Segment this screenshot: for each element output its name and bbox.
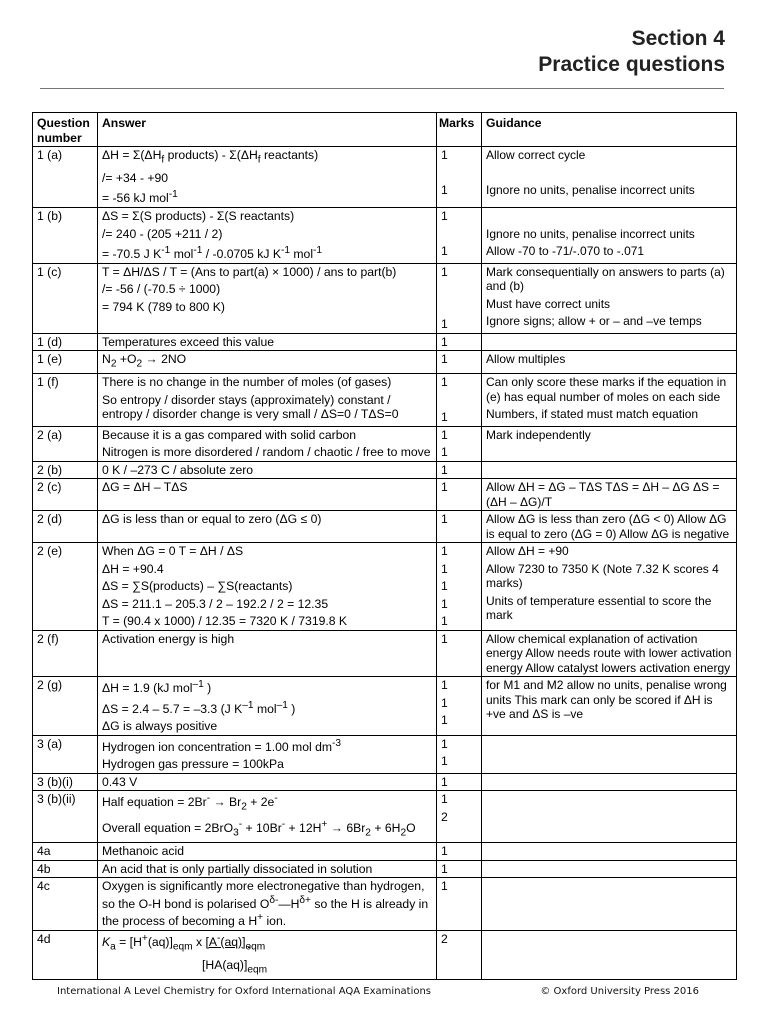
guidance-cell	[482, 677, 737, 736]
guidance-line: Allow chemical explanation of activation energy Allow needs route with lower activation energy Allow catalyst lowers activation energy	[486, 631, 732, 675]
header-divider	[40, 88, 724, 89]
answer-line: 0 K / –273 C / absolute zero	[102, 462, 254, 477]
guidance-line: Allow 7230 to 7350 K (Note 7.32 K scores 4 marks)	[486, 561, 719, 590]
answer-line: ΔS = ∑S(products) – ∑S(reactants)	[102, 579, 293, 593]
table-row	[33, 147, 737, 208]
mark-value	[441, 227, 477, 242]
table-row	[33, 479, 737, 511]
mark-value: 1	[441, 596, 448, 611]
answer-cell	[98, 735, 437, 773]
mark-value: 1	[441, 678, 448, 692]
mark-value: 1	[441, 879, 448, 894]
mark-value: 1	[441, 754, 448, 769]
mark-value: 1	[441, 774, 448, 789]
mark-value: 1	[441, 244, 448, 258]
guidance-line	[486, 463, 732, 478]
question-number-cell: 2 (c)	[33, 479, 98, 511]
guidance-line: Mark consequentially on answers to parts (a) and (b)	[486, 264, 725, 294]
marks-cell	[437, 843, 482, 861]
answer-line: So entropy / disorder stays (approximately) constant / entropy / disorder change is very small / ΔS=0 / TΔS=0	[102, 392, 399, 421]
answer-line: ΔH = +90.4	[102, 561, 164, 576]
answer-line: $[HA(aq)]_{eqm}$	[202, 957, 268, 976]
question-number-cell: 2 (a)	[33, 426, 98, 461]
marks-cell	[437, 677, 482, 736]
table-row	[33, 461, 737, 479]
mark-value: 1	[441, 544, 448, 558]
answer-line: /= 240 - (205 +211 / 2)	[102, 226, 223, 241]
question-number-cell: 2 (e)	[33, 543, 98, 631]
guidance-line	[486, 209, 732, 224]
answer-line: 0.43 V	[102, 774, 138, 789]
mark-value	[441, 166, 477, 181]
guidance-cell	[482, 630, 737, 677]
question-number-cell: 4a	[33, 843, 98, 861]
answer-cell	[98, 878, 437, 931]
mark-value: 2	[441, 931, 448, 946]
guidance-cell	[482, 351, 737, 374]
guidance-line: Ignore no units, penalise incorrect units	[486, 183, 695, 197]
answer-cell	[98, 263, 437, 333]
marks-cell	[437, 461, 482, 479]
column-header-question: Question number	[33, 113, 98, 147]
guidance-cell	[482, 461, 737, 479]
marks-cell	[437, 630, 482, 677]
guidance-cell	[482, 333, 737, 351]
mark-value: 1	[441, 561, 448, 576]
answer-line: = -56 kJ mol$^{-1}$	[102, 189, 178, 206]
column-header-marks: Marks	[437, 113, 482, 147]
answer-line: = 794 K (789 to 800 K)	[102, 299, 225, 314]
guidance-line	[486, 792, 732, 807]
answer-cell	[98, 843, 437, 861]
guidance-line	[486, 862, 732, 877]
answer-cell	[98, 374, 437, 427]
table-row	[33, 630, 737, 677]
section-label: Section 4	[631, 27, 725, 50]
mark-value: 1	[441, 480, 448, 494]
answer-line: ΔS = 2.4 – 5.7 = –3.3 (J $K^{-1}$ mol$^{-1}$ )	[102, 699, 296, 716]
marks-cell	[437, 860, 482, 878]
guidance-line	[486, 166, 732, 181]
answer-line: ΔG = ΔH – TΔS	[102, 480, 188, 494]
question-number-cell: 2 (g)	[33, 677, 98, 736]
guidance-line: Allow ΔG is less than zero (ΔG < 0) Allow ΔG is equal to zero (ΔG = 0) Allow ΔG is negative	[486, 512, 730, 541]
mark-value: 1	[441, 410, 448, 424]
guidance-line: Allow -70 to -71/-.070 to -.071	[486, 244, 645, 258]
guidance-cell	[482, 773, 737, 791]
marks-cell	[437, 147, 482, 208]
answer-line: Nitrogen is more disordered / random / chaotic / free to move	[102, 445, 431, 459]
guidance-cell	[482, 263, 737, 333]
question-number-cell: 3 (b)(i)	[33, 773, 98, 791]
guidance-line	[486, 844, 732, 859]
question-number-cell: 1 (f)	[33, 374, 98, 427]
table-row	[33, 511, 737, 543]
answer-line: Activation energy is high	[102, 631, 235, 646]
answer-cell	[98, 677, 437, 736]
guidance-line: Allow ΔH = +90	[486, 544, 569, 558]
mark-value: 1	[441, 713, 448, 727]
question-number-cell: 1 (b)	[33, 208, 98, 264]
marks-cell	[437, 426, 482, 461]
mark-value: 1	[441, 427, 448, 442]
table-row	[33, 543, 737, 631]
table-row	[33, 930, 737, 979]
answer-cell	[98, 461, 437, 479]
answer-line: $\Delta H = \Sigma(\Delta H_f$ products) - $\Sigma(\Delta H_f$ reactants)	[102, 148, 319, 166]
table-row	[33, 333, 737, 351]
table-row	[33, 791, 737, 843]
table-row	[33, 843, 737, 861]
guidance-cell	[482, 479, 737, 511]
answer-cell	[98, 351, 437, 374]
answer-line: When ΔG = 0 T = ΔH / ΔS	[102, 544, 244, 558]
guidance-line: Units of temperature essential to score the mark	[486, 593, 712, 622]
answer-line: $N_2 +O_2 \to 2NO$	[102, 352, 187, 370]
guidance-line: Numbers, if stated must match equation	[486, 407, 699, 421]
guidance-line: Mark independently	[486, 427, 591, 442]
guidance-line	[486, 932, 732, 947]
question-number-cell: 4d	[33, 930, 98, 979]
marks-cell	[437, 878, 482, 931]
marks-cell	[437, 208, 482, 264]
mark-value: 1	[441, 264, 448, 279]
answer-cell	[98, 860, 437, 878]
answer-cell	[98, 426, 437, 461]
answer-line: T = ΔH/ΔS / T = (Ans to part(a) × 1000) / ans to part(b)	[102, 264, 397, 279]
guidance-line	[486, 737, 732, 752]
marks-cell	[437, 479, 482, 511]
answer-line: Methanoic acid	[102, 844, 184, 859]
mark-value: 1	[441, 861, 448, 876]
guidance-cell	[482, 208, 737, 264]
marks-cell	[437, 735, 482, 773]
mark-value: 1	[441, 792, 448, 807]
answer-line: Hydrogen ion concentration = 1.00 mol $dm^{-3}$	[102, 737, 342, 754]
answer-cell	[98, 773, 437, 791]
guidance-line: Allow correct cycle	[486, 148, 586, 162]
answer-line: Overall equation = $2BrO_3^- + 10Br^- + 12H^+ \to 6Br_2 + 6H_2O$	[102, 819, 416, 839]
column-header-answer: Answer	[98, 113, 437, 147]
answer-line: There is no change in the number of moles (of gases)	[102, 375, 392, 389]
question-number-cell: 1 (a)	[33, 147, 98, 208]
question-number-cell: 1 (e)	[33, 351, 98, 374]
mark-value: 1	[441, 375, 448, 389]
answer-line: ΔG is always positive	[102, 719, 218, 734]
table-row	[33, 263, 737, 333]
mark-value: 2	[441, 809, 448, 824]
table-header-row	[33, 113, 737, 147]
guidance-line	[486, 775, 732, 790]
question-number-cell: 3 (a)	[33, 735, 98, 773]
question-number-cell: 2 (b)	[33, 461, 98, 479]
question-number-cell: 1 (d)	[33, 333, 98, 351]
guidance-cell	[482, 791, 737, 843]
answer-cell	[98, 147, 437, 208]
marks-cell	[437, 930, 482, 979]
mark-value: 1	[441, 579, 448, 593]
answer-line: ΔS = 211.1 – 205.3 / 2 – 192.2 / 2 = 12.35	[102, 596, 329, 611]
answer-line: ΔG is less than or equal to zero (ΔG ≤ 0)	[102, 512, 322, 526]
question-number-cell: 1 (c)	[33, 263, 98, 333]
answer-cell	[98, 511, 437, 543]
answer-line: ΔS = Σ(S products) - Σ(S reactants)	[102, 209, 295, 223]
answer-cell	[98, 930, 437, 979]
marks-cell	[437, 333, 482, 351]
guidance-cell	[482, 511, 737, 543]
mark-value: 1	[441, 334, 448, 349]
answer-cell	[98, 630, 437, 677]
mark-value: 1	[441, 352, 448, 367]
table-row	[33, 677, 737, 736]
guidance-line: Must have correct units	[486, 296, 611, 311]
guidance-cell	[482, 930, 737, 979]
answer-line: T = (90.4 x 1000) / 12.35 = 7320 K / 7319.8 K	[102, 614, 348, 628]
table-row	[33, 426, 737, 461]
guidance-cell	[482, 860, 737, 878]
guidance-line: Allow ΔH = ΔG – TΔS TΔS = ΔH – ΔG ΔS = (ΔH – ΔG)/T	[486, 480, 720, 509]
page-title	[538, 26, 725, 78]
guidance-line: Can only score these marks if the equation in (e) has equal number of moles on each side	[486, 375, 727, 404]
mark-value: 1	[441, 148, 448, 162]
answer-cell	[98, 543, 437, 631]
mark-value	[441, 300, 477, 315]
answer-line: $K_a = [H^+(aq)]_{eqm}$ x $[A^-(aq)]_{eqm}$	[102, 932, 266, 953]
guidance-line	[486, 335, 732, 350]
guidance-cell	[482, 843, 737, 861]
answer-cell	[98, 333, 437, 351]
table-row	[33, 374, 737, 427]
mark-value: 1	[441, 631, 448, 646]
table-row	[33, 860, 737, 878]
footer-book-title: International A Level Chemistry for Oxford International AQA Examinations	[57, 986, 432, 997]
question-number-cell: 4b	[33, 860, 98, 878]
mark-value: 1	[441, 736, 448, 751]
footer-copyright: © Oxford University Press 2016	[540, 986, 699, 997]
mark-value: 1	[441, 317, 448, 332]
guidance-line: Allow multiples	[486, 352, 566, 367]
guidance-cell	[482, 878, 737, 931]
guidance-cell	[482, 543, 737, 631]
table-row	[33, 351, 737, 374]
table-row	[33, 878, 737, 931]
answer-line: /= -56 / (-70.5 ÷ 1000)	[102, 282, 221, 297]
mark-value: 1	[441, 445, 448, 459]
mark-value: 1	[441, 462, 448, 477]
mark-value: 1	[441, 512, 448, 526]
guidance-cell	[482, 735, 737, 773]
guidance-line: for M1 and M2 allow no units, penalise wrong units This mark can only be scored if ΔH is +ve and ΔS is –ve	[486, 678, 727, 721]
answer-line: Half equation = $2Br^- \to Br_2 + 2e^-$	[102, 793, 278, 813]
guidance-cell	[482, 374, 737, 427]
marks-cell	[437, 791, 482, 843]
mark-value: 1	[441, 209, 448, 223]
mark-value: 1	[441, 183, 448, 197]
marks-cell	[437, 263, 482, 333]
mark-value	[441, 282, 477, 297]
marks-cell	[437, 351, 482, 374]
table-row	[33, 773, 737, 791]
section-title: Practice questions	[538, 53, 725, 76]
guidance-cell	[482, 147, 737, 208]
question-number-cell: 2 (d)	[33, 511, 98, 543]
question-number-cell: 3 (b)(ii)	[33, 791, 98, 843]
mark-value: 1	[441, 695, 448, 710]
question-number-cell: 4c	[33, 878, 98, 931]
answer-line: /= +34 - +90	[102, 170, 169, 185]
marks-cell	[437, 511, 482, 543]
marks-cell	[437, 543, 482, 631]
answer-line: Temperatures exceed this value	[102, 334, 275, 349]
guidance-line	[486, 879, 732, 894]
table-row	[33, 735, 737, 773]
marks-cell	[437, 773, 482, 791]
answer-cell	[98, 479, 437, 511]
answer-line: Hydrogen gas pressure = 100kPa	[102, 757, 284, 772]
answer-line: = -70.5 J $K^{-1}$ mol$^{-1}$ / -0.0705 kJ $K^{-1}$ mol$^{-1}$	[102, 245, 323, 262]
mark-scheme-table	[32, 112, 737, 980]
mark-value: 1	[441, 614, 448, 628]
answer-cell	[98, 208, 437, 264]
mark-value	[441, 393, 477, 408]
guidance-line: Ignore signs; allow + or – and –ve temps	[486, 314, 702, 329]
guidance-cell	[482, 426, 737, 461]
answer-cell	[98, 791, 437, 843]
guidance-line: Ignore no units, penalise incorrect units	[486, 226, 695, 241]
table-row	[33, 208, 737, 264]
answer-line: An acid that is only partially dissociated in solution	[102, 861, 373, 876]
answer-line: Oxygen is significantly more electronegative than hydrogen, so the O-H bond is polarised $O^{\delta-}—H^{\delta+}$ so the H is already in the process of becoming a H+ ion.	[102, 879, 429, 929]
marks-cell	[437, 374, 482, 427]
answer-line: Because it is a gas compared with solid carbon	[102, 427, 357, 442]
question-number-cell: 2 (f)	[33, 630, 98, 677]
answer-line: ΔH = 1.9 (kJ mol$^{-1}$ )	[102, 679, 212, 696]
mark-value: 1	[441, 844, 448, 859]
table-body	[33, 147, 737, 980]
column-header-guidance: Guidance	[482, 113, 737, 147]
